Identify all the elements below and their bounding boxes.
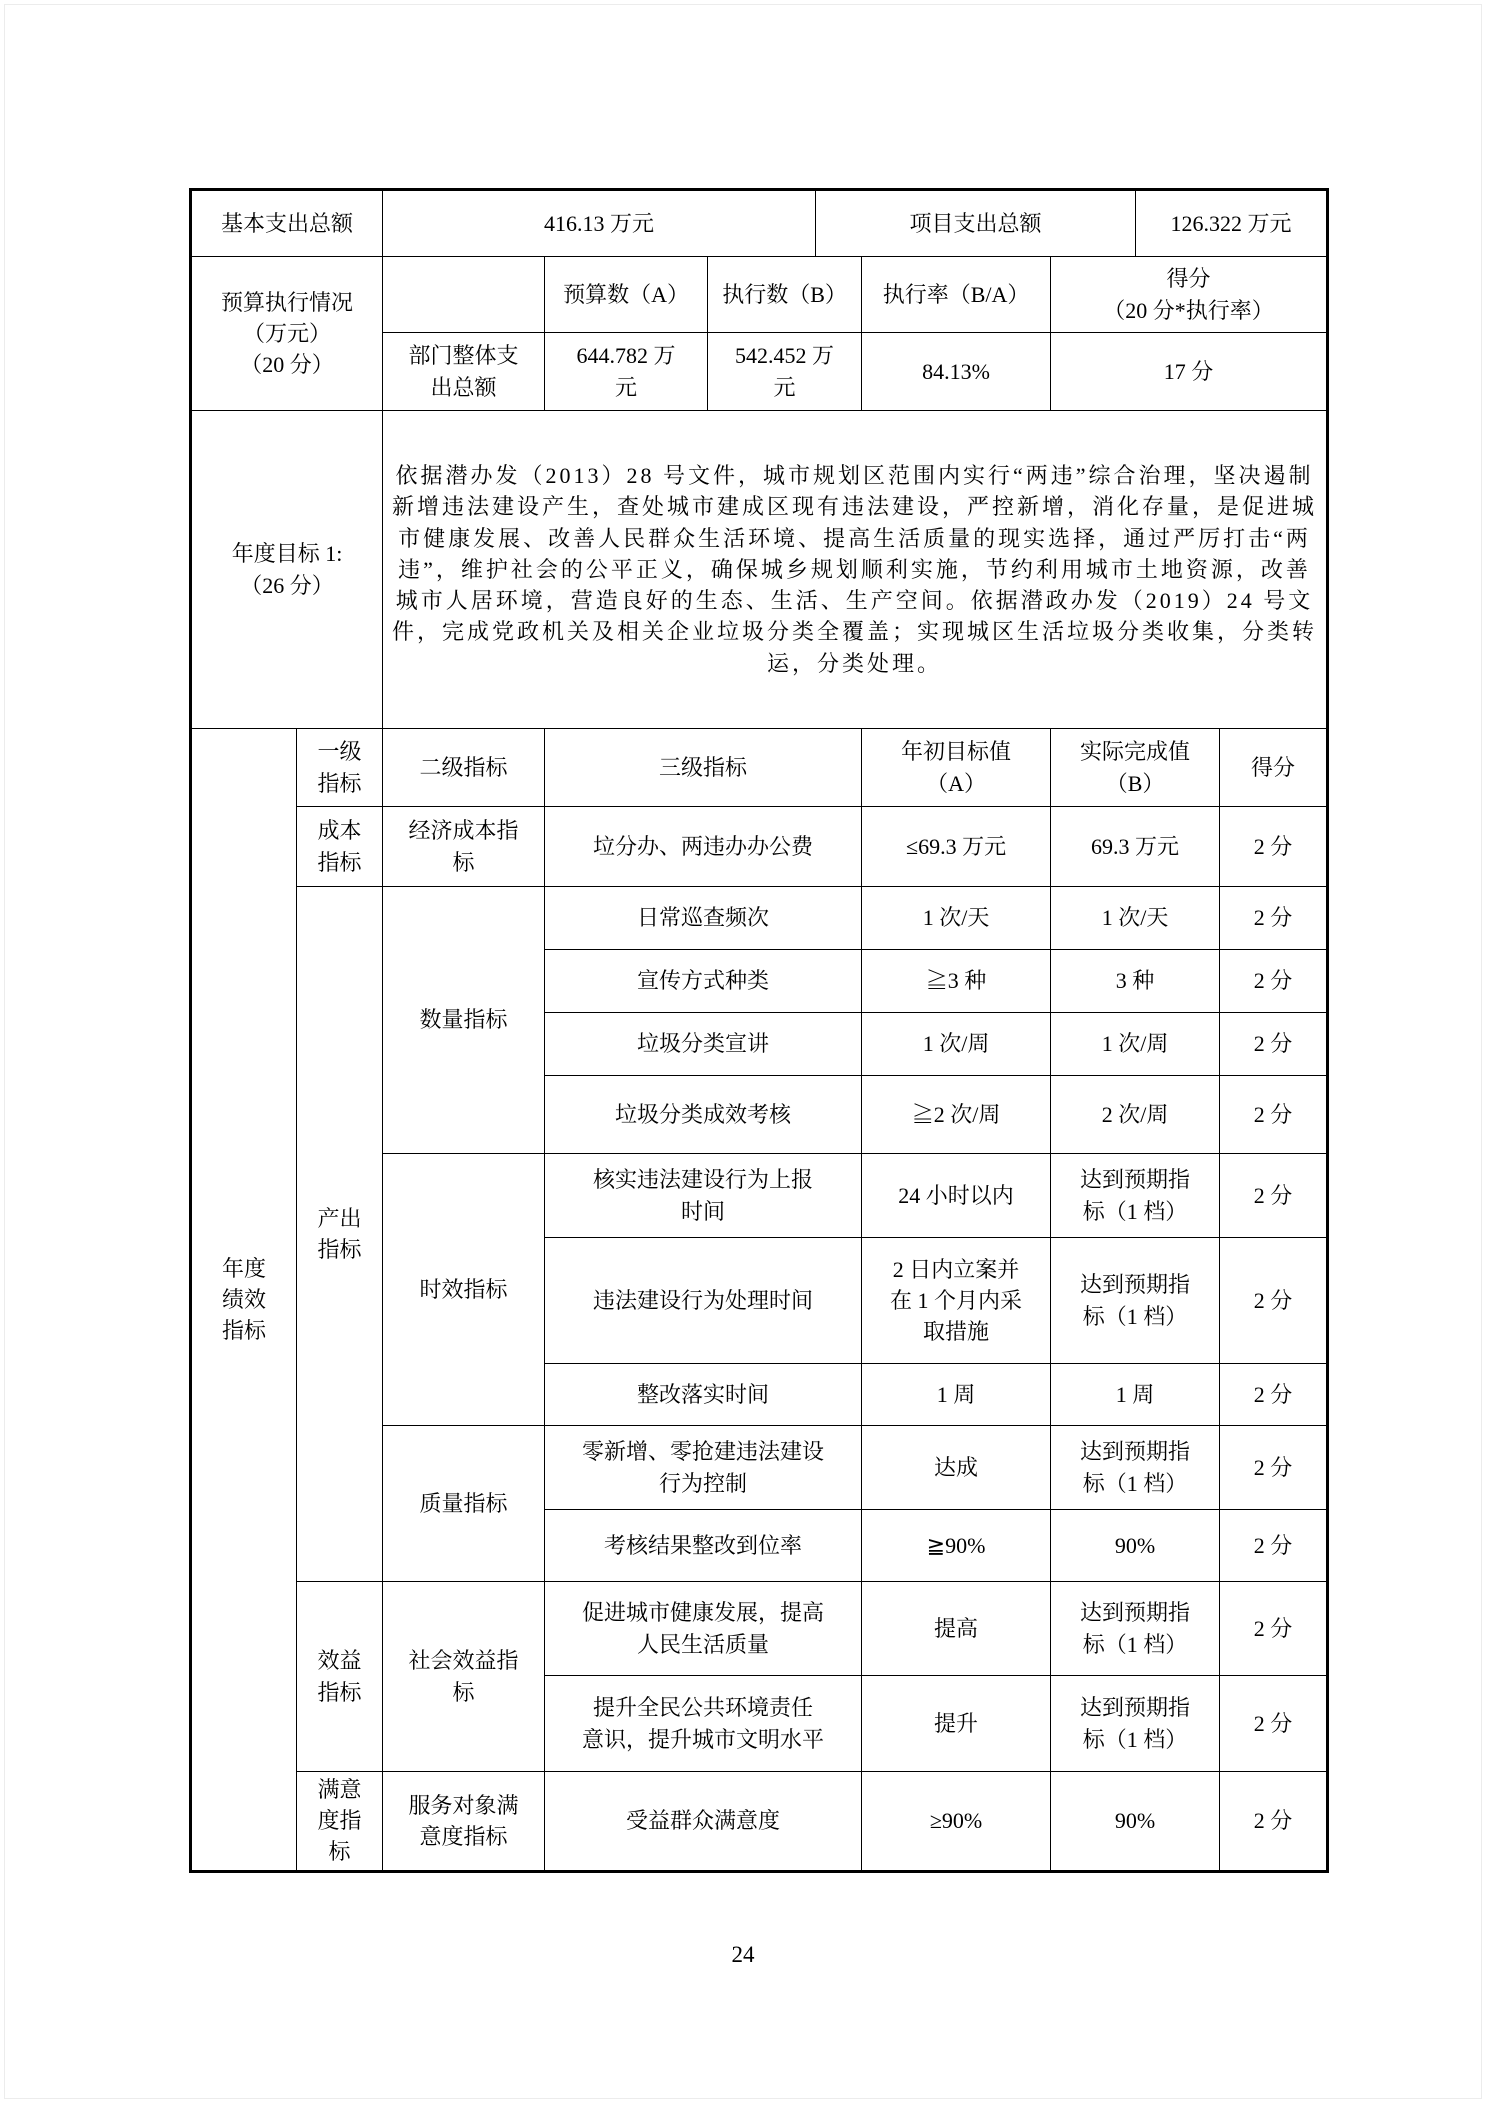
dept-rate-value-cell: 84.13% <box>862 333 1051 411</box>
indicator-name-cell: 促进城市健康发展，提高 人民生活质量 <box>545 1582 862 1676</box>
project-expense-value-cell: 126.322 万元 <box>1136 190 1328 257</box>
score-cell: 2 分 <box>1220 1582 1328 1676</box>
indicator-name-cell: 日常巡查频次 <box>545 887 862 950</box>
table-row <box>191 807 1328 887</box>
actual-value-cell: 69.3 万元 <box>1051 807 1220 887</box>
indicator-name-cell: 核实违法建设行为上报 时间 <box>545 1154 862 1238</box>
score-cell: 2 分 <box>1220 1772 1328 1872</box>
project-expense-label-cell: 项目支出总额 <box>816 190 1136 257</box>
actual-value-cell: 达到预期指 标（1 档） <box>1051 1238 1220 1364</box>
group-time-l2-cell: 时效指标 <box>383 1154 545 1426</box>
target-value-cell: 1 次/天 <box>862 887 1051 950</box>
table-row <box>191 190 1328 257</box>
header-level3-cell: 三级指标 <box>545 729 862 807</box>
dept-exec-value-cell: 542.452 万 元 <box>708 333 862 411</box>
target-value-cell: 1 周 <box>862 1364 1051 1426</box>
group-cost-l1-cell: 成本 指标 <box>297 807 383 887</box>
table-row <box>191 887 1328 950</box>
annual-goal-label-cell: 年度目标 1: （26 分） <box>191 411 383 729</box>
score-cell: 2 分 <box>1220 1426 1328 1510</box>
header-level1-cell: 一级 指标 <box>297 729 383 807</box>
actual-value-cell: 2 次/周 <box>1051 1076 1220 1154</box>
indicator-name-cell: 零新增、零抢建违法建设 行为控制 <box>545 1426 862 1510</box>
table-row <box>191 729 1328 807</box>
table-row <box>191 411 1328 729</box>
actual-value-cell: 1 次/周 <box>1051 1013 1220 1076</box>
actual-value-cell: 1 周 <box>1051 1364 1220 1426</box>
annual-goal-text-cell: 依据潜办发（2013）28 号文件，城市规划区范围内实行“两违”综合治理，坚决遏制新增违法建设产生，查处城市建成区现有违法建设，严控新增，消化存量，是促进城市健康发展、改善人民群众生活环境、提高生活质量的现实选择，通过严厉打击“两违”，维护社会的公平正义，确保城乡规划顺利实施，节约利用城市土地资源，改善城市人居环境，营造良好的生态、生活、生产空间。依据潜政办发（2019）24 号文件，完成党政机关及相关企业垃圾分类全覆盖；实现城区生活垃圾分类收集，分类转运，分类处理。 <box>383 411 1328 729</box>
indicator-name-cell: 垃圾分类宣讲 <box>545 1013 862 1076</box>
score-cell: 2 分 <box>1220 1364 1328 1426</box>
page-number: 24 <box>731 1942 755 1967</box>
budget-execution-label-cell: 预算执行情况 （万元） （20 分） <box>191 257 383 411</box>
actual-value-cell: 90% <box>1051 1510 1220 1582</box>
indicator-name-cell: 宣传方式种类 <box>545 950 862 1013</box>
group-benefit-l1-cell: 效益 指标 <box>297 1582 383 1772</box>
indicator-name-cell: 考核结果整改到位率 <box>545 1510 862 1582</box>
group-satisfaction-l1-cell: 满意 度指 标 <box>297 1772 383 1872</box>
empty-cell <box>383 257 545 333</box>
indicator-name-cell: 提升全民公共环境责任 意识，提升城市文明水平 <box>545 1676 862 1772</box>
actual-value-cell: 达到预期指 标（1 档） <box>1051 1582 1220 1676</box>
score-cell: 2 分 <box>1220 950 1328 1013</box>
score-cell: 2 分 <box>1220 1510 1328 1582</box>
group-satisfaction-l2-cell: 服务对象满 意度指标 <box>383 1772 545 1872</box>
actual-value-cell: 达到预期指 标（1 档） <box>1051 1426 1220 1510</box>
target-value-cell: ≤69.3 万元 <box>862 807 1051 887</box>
indicator-name-cell: 违法建设行为处理时间 <box>545 1238 862 1364</box>
actual-value-cell: 达到预期指 标（1 档） <box>1051 1154 1220 1238</box>
target-value-cell: 2 日内立案并 在 1 个月内采 取措施 <box>862 1238 1051 1364</box>
actual-value-cell: 3 种 <box>1051 950 1220 1013</box>
target-value-cell: 提高 <box>862 1582 1051 1676</box>
budget-col-rate-header-cell: 执行率（B/A） <box>862 257 1051 333</box>
table-row <box>191 1772 1328 1872</box>
actual-value-cell: 1 次/天 <box>1051 887 1220 950</box>
indicator-name-cell: 垃圾分类成效考核 <box>545 1076 862 1154</box>
budget-col-score-header-cell: 得分 （20 分*执行率） <box>1051 257 1328 333</box>
header-actual-cell: 实际完成值 （B） <box>1051 729 1220 807</box>
target-value-cell: ≧3 种 <box>862 950 1051 1013</box>
table-row <box>191 257 1328 333</box>
perf-section-label-cell: 年度 绩效 指标 <box>191 729 297 1872</box>
group-output-l1-cell: 产出 指标 <box>297 887 383 1582</box>
score-cell: 2 分 <box>1220 807 1328 887</box>
basic-expense-label-cell: 基本支出总额 <box>191 190 383 257</box>
budget-col-b-header-cell: 执行数（B） <box>708 257 862 333</box>
actual-value-cell: 90% <box>1051 1772 1220 1872</box>
indicator-name-cell: 垃分办、两违办办公费 <box>545 807 862 887</box>
dept-budget-value-cell: 644.782 万 元 <box>545 333 708 411</box>
score-cell: 2 分 <box>1220 1238 1328 1364</box>
header-level2-cell: 二级指标 <box>383 729 545 807</box>
group-cost-l2-cell: 经济成本指 标 <box>383 807 545 887</box>
target-value-cell: 提升 <box>862 1676 1051 1772</box>
performance-evaluation-table <box>189 188 1329 1873</box>
target-value-cell: 24 小时以内 <box>862 1154 1051 1238</box>
score-cell: 2 分 <box>1220 1154 1328 1238</box>
dept-score-value-cell: 17 分 <box>1051 333 1328 411</box>
table-row <box>191 1582 1328 1676</box>
score-cell: 2 分 <box>1220 1076 1328 1154</box>
budget-col-a-header-cell: 预算数（A） <box>545 257 708 333</box>
target-value-cell: ≧90% <box>862 1510 1051 1582</box>
group-social-l2-cell: 社会效益指 标 <box>383 1582 545 1772</box>
header-score-cell: 得分 <box>1220 729 1328 807</box>
target-value-cell: 1 次/周 <box>862 1013 1051 1076</box>
score-cell: 2 分 <box>1220 1013 1328 1076</box>
header-target-cell: 年初目标值 （A） <box>862 729 1051 807</box>
basic-expense-value-cell: 416.13 万元 <box>383 190 816 257</box>
indicator-name-cell: 受益群众满意度 <box>545 1772 862 1872</box>
target-value-cell: ≥90% <box>862 1772 1051 1872</box>
actual-value-cell: 达到预期指 标（1 档） <box>1051 1676 1220 1772</box>
target-value-cell: 达成 <box>862 1426 1051 1510</box>
group-quality-l2-cell: 质量指标 <box>383 1426 545 1582</box>
target-value-cell: ≧2 次/周 <box>862 1076 1051 1154</box>
group-quantity-l2-cell: 数量指标 <box>383 887 545 1154</box>
score-cell: 2 分 <box>1220 887 1328 950</box>
score-cell: 2 分 <box>1220 1676 1328 1772</box>
dept-total-label-cell: 部门整体支 出总额 <box>383 333 545 411</box>
indicator-name-cell: 整改落实时间 <box>545 1364 862 1426</box>
